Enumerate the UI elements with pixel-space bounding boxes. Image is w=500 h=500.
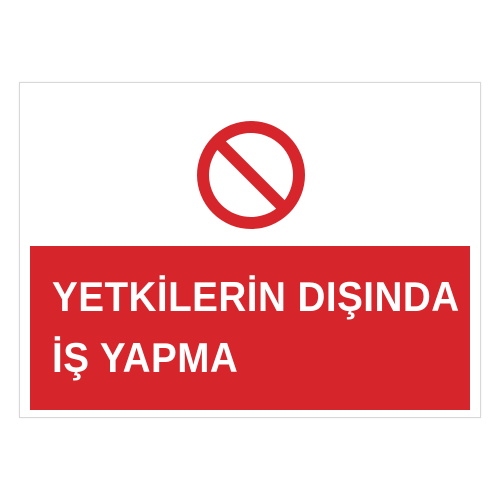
prohibition-icon-svg [195, 119, 307, 231]
sign-text-line-1: YETKİLERİN DIŞINDA [52, 273, 460, 320]
safety-sign [19, 82, 481, 418]
warning-banner [30, 246, 470, 410]
prohibition-icon [195, 119, 307, 231]
sign-text-line-2: İŞ YAPMA [52, 334, 239, 381]
